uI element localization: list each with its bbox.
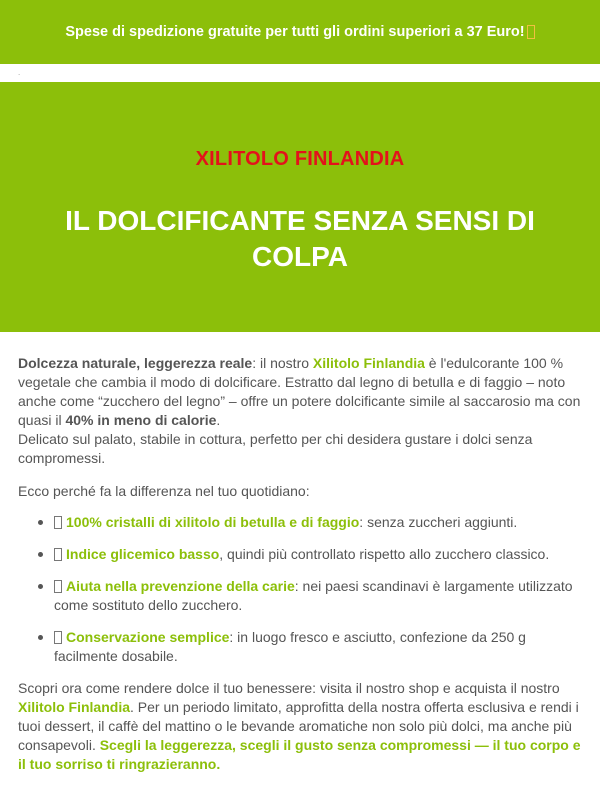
intro-brand-link[interactable]: Xilitolo Finlandia [312, 355, 425, 371]
gift-icon [527, 25, 535, 39]
list-item [54, 628, 582, 666]
list-item [54, 545, 582, 564]
check-icon [54, 548, 62, 561]
separator [0, 64, 600, 82]
feature-highlight: 100% cristalli di xilitolo di betulla e di faggio [66, 514, 360, 530]
intro-paragraph [18, 354, 582, 468]
shipping-text: Spese di spedizione gratuite per tutti gli ordini superiori a 37 Euro! [65, 24, 525, 40]
hero-brand: XILITOLO FINLANDIA [195, 148, 405, 170]
feature-text: , quindi più controllato rispetto allo zucchero classico. [219, 546, 550, 562]
shipping-banner [0, 0, 600, 64]
outro-closing: Scegli la leggerezza, scegli il gusto senza compromessi — il tuo corpo e il tuo sorriso ti ringrazieranno. [18, 737, 581, 772]
feature-highlight: Aiuta nella prevenzione della carie [66, 578, 295, 594]
list-item [54, 577, 582, 615]
intro-text-3: . [216, 412, 221, 428]
feature-highlight: Conservazione semplice [66, 629, 230, 645]
intro-text-1: : il nostro [252, 355, 313, 371]
hero-headline: IL DOLCIFICANTE SENZA SENSI DI COLPA [65, 205, 535, 272]
list-item [54, 513, 582, 532]
email-body [0, 332, 600, 774]
feature-text: : senza zuccheri aggiunti. [359, 514, 518, 530]
intro-lead: Dolcezza naturale, leggerezza reale [18, 355, 253, 371]
outro-paragraph [18, 679, 582, 774]
intro-line-2: Delicato sul palato, stabile in cottura, perfetto per chi desidera gustare i dolci senza compromessi. [18, 431, 533, 466]
outro-brand-link[interactable]: Xilitolo Finlandia [18, 699, 130, 715]
feature-text: : in luogo fresco e asciutto, confezione da 250 g facilmente dosabile. [54, 629, 526, 664]
outro-text-2: . Per un periodo limitato, approfitta della nostra offerta esclusiva e rendi i tuoi dessert, il caffè del mattino o le bevande aromatiche non solo più dolci, ma anche più consapevoli. [18, 699, 579, 753]
intro-calories: 40% in meno di calorie [65, 412, 217, 428]
why-text: Ecco perché fa la differenza nel tuo quotidiano: [18, 483, 310, 499]
feature-text: : nei paesi scandinavi è largamente utilizzato come sostituto dello zucchero. [54, 578, 573, 613]
check-icon [54, 516, 62, 529]
feature-highlight: Indice glicemico basso [66, 546, 220, 562]
separator-dot: . [18, 68, 21, 77]
check-icon [54, 631, 62, 644]
hero-banner [0, 82, 600, 332]
check-icon [54, 580, 62, 593]
intro-text-2: è l'edulcorante 100 % vegetale che cambia il modo di dolcificare. Estratto dal legno di betulla e di faggio – noto anche come “zucchero del legno” – offre un potere dolcificante simile al saccarosio ma con quasi il [18, 355, 581, 428]
outro-text-1: Scopri ora come rendere dolce il tuo benessere: visita il nostro shop e acquista il nostro [18, 680, 560, 696]
feature-list [18, 513, 582, 666]
